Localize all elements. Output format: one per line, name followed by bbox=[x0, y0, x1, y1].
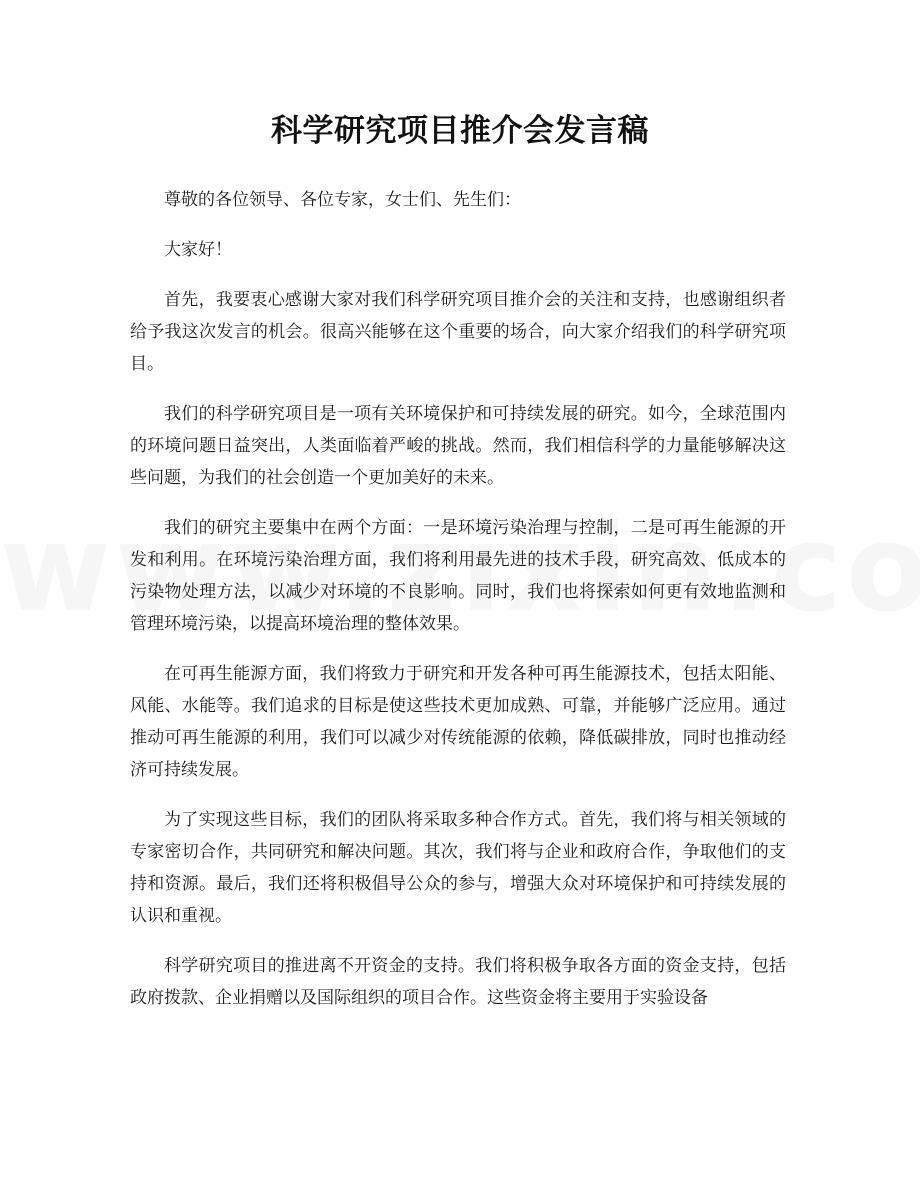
paragraph-greeting: 大家好！ bbox=[164, 240, 232, 260]
paragraph: 科学研究项目的推进离不开资金的支持。我们将积极争取各方面的资金支持，包括政府拨款、企业捐赠以及国际组织的项目合作。这些资金将主要用于实验设备 bbox=[130, 956, 786, 1008]
paragraph: 首先，我要衷心感谢大家对我们科学研究项目推介会的关注和支持，也感谢组织者给予我这次发言的机会。很高兴能够在这个重要的场合，向大家介绍我们的科学研究项目。 bbox=[130, 290, 786, 374]
document-title: 科学研究项目推介会发言稿 bbox=[271, 113, 649, 149]
paragraph: 我们的研究主要集中在两个方面：一是环境污染治理与控制，二是可再生能源的开发和利用。在环境污染治理方面，我们将利用最先进的技术手段，研究高效、低成本的污染物处理方法，以减少对环境的不良影响。同时，我们也将探索如何更有效地监测和管理环境污染，以提高环境治理的整体效果。 bbox=[130, 518, 786, 634]
document-body bbox=[130, 184, 786, 1032]
paragraph: 我们的科学研究项目是一项有关环境保护和可持续发展的研究。如今，全球范围内的环境问题日益突出，人类面临着严峻的挑战。然而，我们相信科学的力量能够解决这些问题，为我们的社会创造一个更加美好的未来。 bbox=[130, 404, 786, 488]
paragraph: 为了实现这些目标，我们的团队将采取多种合作方式。首先，我们将与相关领域的专家密切合作，共同研究和解决问题。其次，我们将与企业和政府合作，争取他们的支持和资源。最后，我们还将积极倡导公众的参与，增强大众对环境保护和可持续发展的认识和重视。 bbox=[130, 810, 786, 926]
paragraph-salutation: 尊敬的各位领导、各位专家，女士们、先生们： bbox=[164, 190, 521, 210]
paragraph: 在可再生能源方面，我们将致力于研究和开发各种可再生能源技术，包括太阳能、风能、水能等。我们追求的目标是使这些技术更加成熟、可靠，并能够广泛应用。通过推动可再生能源的利用，我们可以减少对传统能源的依赖，降低碳排放，同时也推动经济可持续发展。 bbox=[130, 664, 786, 780]
